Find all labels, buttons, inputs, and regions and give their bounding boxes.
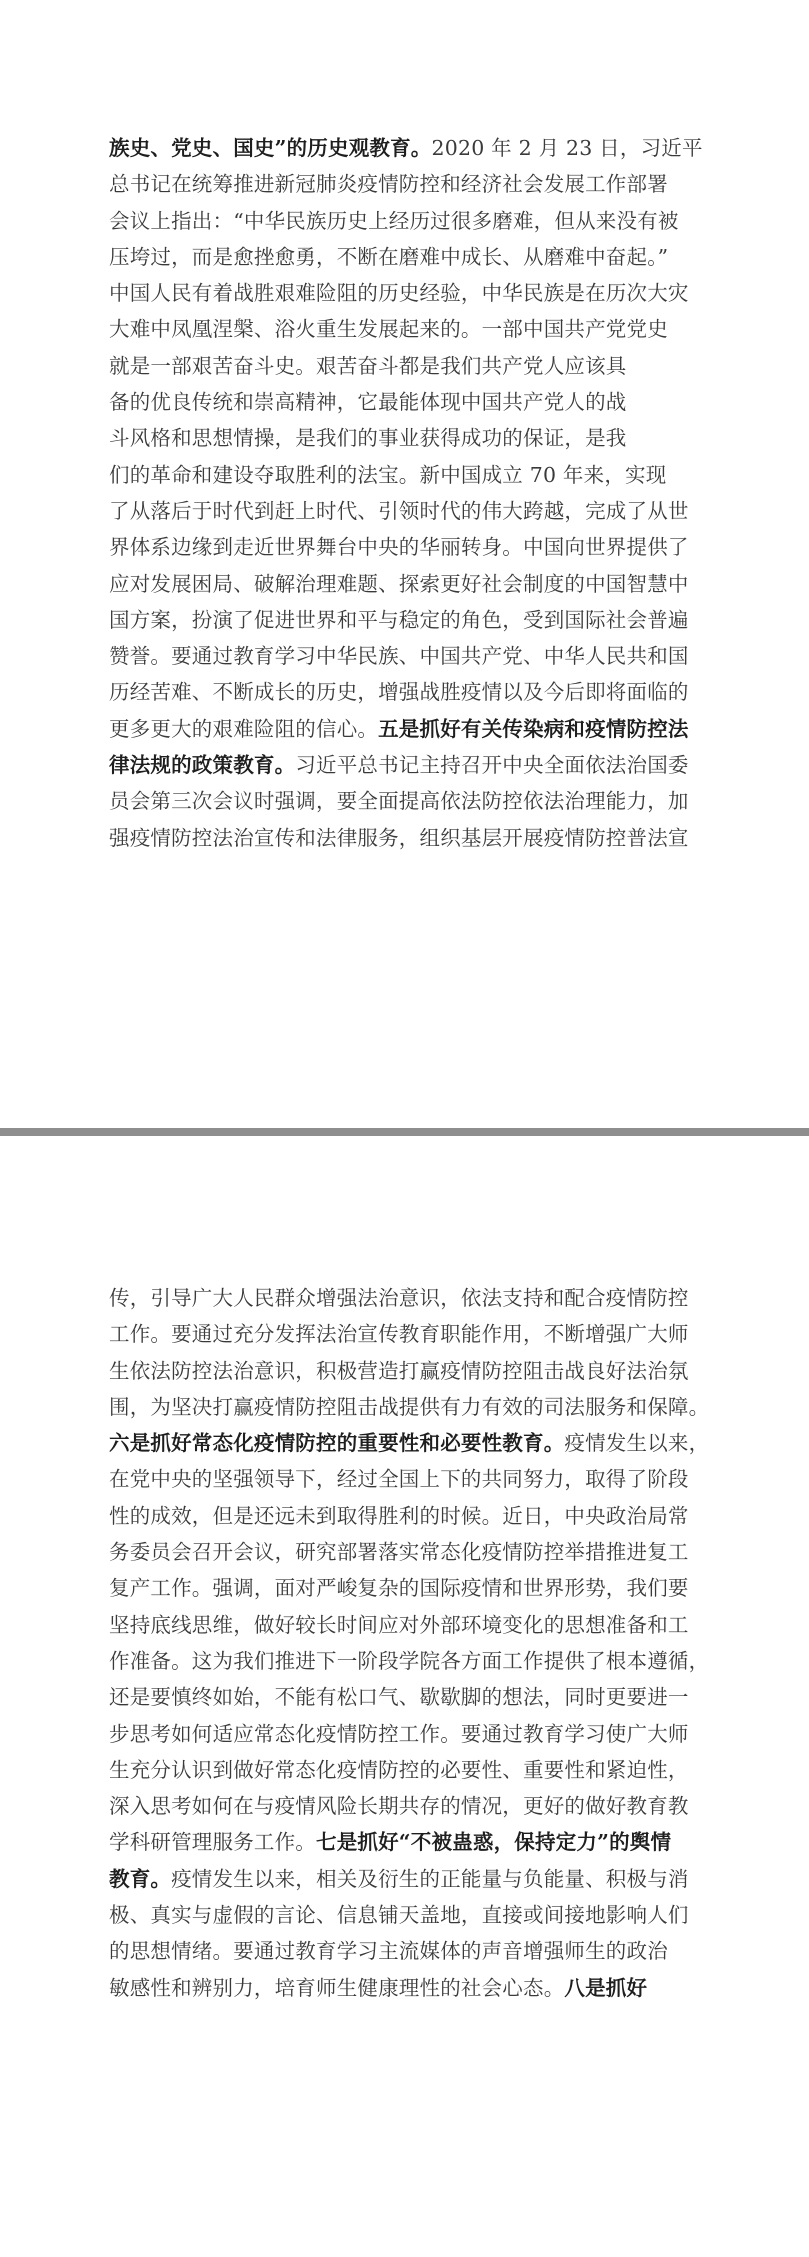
text-line	[109, 820, 709, 856]
text-run: 作准备。这为我们推进下一阶段学院各方面工作提供了根本遵循，	[109, 1648, 709, 1673]
text-run: 中国人民有着战胜艰难险阻的历史经验，中华民族是在历次大灾	[109, 281, 689, 306]
text-run: 疫情发生以来，	[564, 1431, 709, 1456]
text-line	[109, 783, 709, 819]
text-line	[109, 1643, 709, 1679]
text-line	[109, 674, 709, 710]
bold-heading-run: 族史、党史、国史”的历史观教育。	[109, 136, 432, 160]
text-run: 们的革命和建设夺取胜利的法宝。新中国成立 70 年来，实现	[109, 462, 667, 487]
text-line	[109, 638, 709, 674]
text-run: 会议上指出：“中华民族历史上经历过很多磨难，但从来没有被	[109, 208, 679, 233]
text-run: 斗风格和思想情操，是我们的事业获得成功的保证，是我	[109, 426, 627, 451]
bold-heading-run: 七是抓好“不被蛊惑，保持定力”的舆情	[316, 1830, 672, 1855]
bold-heading-run: 律法规的政策教育。	[109, 753, 296, 778]
text-run: 员会第三次会议时强调，要全面提高依法防控依法治理能力，加	[109, 789, 689, 814]
text-line	[109, 493, 709, 529]
text-line	[109, 130, 709, 166]
text-line	[109, 384, 709, 420]
text-run: 更多更大的艰难险阻的信心。	[109, 716, 379, 741]
text-run: 生依法防控法治意识，积极营造打赢疫情防控阻击战良好法治氛	[109, 1358, 689, 1383]
text-line	[109, 711, 709, 747]
text-line	[109, 1752, 709, 1788]
text-run: 的思想情绪。要通过教育学习主流媒体的声音增强师生的政治	[109, 1939, 668, 1964]
bold-heading-run: 六是抓好常态化疫情防控的重要性和必要性教育。	[109, 1431, 565, 1456]
text-line	[109, 1861, 709, 1897]
text-line	[109, 457, 709, 493]
text-line	[109, 1897, 709, 1933]
text-run: 步思考如何适应常态化疫情防控工作。要通过教育学习使广大师	[109, 1721, 689, 1746]
text-line	[109, 1788, 709, 1824]
text-line	[109, 1316, 709, 1352]
text-run: 疫情发生以来，相关及衍生的正能量与负能量、积极与消	[171, 1866, 689, 1891]
text-line	[109, 348, 709, 384]
text-run: 学科研管理服务工作。	[109, 1830, 316, 1855]
text-line	[109, 1970, 709, 2006]
text-run: 性的成效，但是还远未到取得胜利的时候。近日，中央政治局常	[109, 1503, 689, 1528]
text-line	[109, 166, 709, 202]
document-page-2	[0, 1136, 809, 2257]
text-run: 强疫情防控法治宣传和法律服务，组织基层开展疫情防控普法宣	[109, 825, 689, 850]
text-run: 2020 年 2 月 23 日，习近平	[431, 136, 703, 160]
text-line	[109, 602, 709, 638]
text-line	[109, 747, 709, 783]
text-line	[109, 203, 709, 239]
text-line	[109, 566, 709, 602]
text-run: 国方案，扮演了促进世界和平与稳定的角色，受到国际社会普遍	[109, 607, 689, 632]
text-run: 备的优良传统和崇高精神，它最能体现中国共产党人的战	[109, 390, 627, 415]
text-run: 坚持底线思维，做好较长时间应对外部环境变化的思想准备和工	[109, 1612, 689, 1637]
text-line	[109, 311, 709, 347]
text-line	[109, 1534, 709, 1570]
text-line	[109, 1679, 709, 1715]
text-run: 了从落后于时代到赶上时代、引领时代的伟大跨越，完成了从世	[109, 498, 689, 523]
text-line	[109, 275, 709, 311]
text-run: 敏感性和辨别力，培育师生健康理性的社会心态。	[109, 1975, 565, 2000]
bold-heading-run: 八是抓好	[564, 1975, 648, 2000]
text-run: 复产工作。强调，面对严峻复杂的国际疫情和世界形势，我们要	[109, 1576, 689, 1601]
text-line	[109, 1461, 709, 1497]
text-line	[109, 1425, 709, 1461]
text-line	[109, 1570, 709, 1606]
text-line	[109, 529, 709, 565]
text-run: 界体系边缘到走近世界舞台中央的华丽转身。中国向世界提供了	[109, 535, 689, 560]
bold-heading-run: 五是抓好有关传染病和疫情防控法	[378, 716, 689, 741]
text-run: 大难中凤凰涅槃、浴火重生发展起来的。一部中国共产党党史	[109, 317, 668, 342]
body-text-block	[109, 130, 709, 856]
text-run: 深入思考如何在与疫情风险长期共存的情况，更好的做好教育教	[109, 1794, 689, 1819]
text-run: 还是要慎终如始，不能有松口气、歇歇脚的想法，同时更要进一	[109, 1685, 689, 1710]
bold-heading-run: 教育。	[109, 1866, 172, 1891]
text-run: 工作。要通过充分发挥法治宣传教育职能作用，不断增强广大师	[109, 1322, 689, 1347]
text-run: 传，引导广大人民群众增强法治意识，依法支持和配合疫情防控	[109, 1286, 689, 1310]
text-line	[109, 1280, 709, 1316]
text-run: 围，为坚决打赢疫情防控阻击战提供有力有效的司法服务和保障。	[109, 1394, 709, 1419]
text-run: 生充分认识到做好常态化疫情防控的必要性、重要性和紧迫性，	[109, 1757, 689, 1782]
text-run: 应对发展困局、破解治理难题、探索更好社会制度的中国智慧中	[109, 571, 689, 596]
text-run: 务委员会召开会议，研究部署落实常态化疫情防控举措推进复工	[109, 1540, 689, 1565]
text-line	[109, 1824, 709, 1860]
body-text-block	[109, 1280, 709, 2006]
text-run: 压垮过，而是愈挫愈勇，不断在磨难中成长、从磨难中奋起。”	[109, 244, 669, 269]
text-run: 就是一部艰苦奋斗史。艰苦奋斗都是我们共产党人应该具	[109, 353, 627, 378]
text-run: 在党中央的坚强领导下，经过全国上下的共同努力，取得了阶段	[109, 1467, 689, 1492]
text-run: 赞誉。要通过教育学习中华民族、中国共产党、中华人民共和国	[109, 644, 689, 669]
text-line	[109, 1933, 709, 1969]
text-run: 总书记在统筹推进新冠肺炎疫情防控和经济社会发展工作部署	[109, 172, 668, 197]
text-line	[109, 1389, 709, 1425]
text-run: 极、真实与虚假的言论、信息铺天盖地，直接或间接地影响人们	[109, 1903, 689, 1928]
text-line	[109, 420, 709, 456]
text-line	[109, 239, 709, 275]
text-run: 历经苦难、不断成长的历史，增强战胜疫情以及今后即将面临的	[109, 680, 689, 705]
text-run: 习近平总书记主持召开中央全面依法治国委	[295, 753, 689, 778]
text-line	[109, 1498, 709, 1534]
text-line	[109, 1716, 709, 1752]
text-line	[109, 1353, 709, 1389]
text-line	[109, 1607, 709, 1643]
